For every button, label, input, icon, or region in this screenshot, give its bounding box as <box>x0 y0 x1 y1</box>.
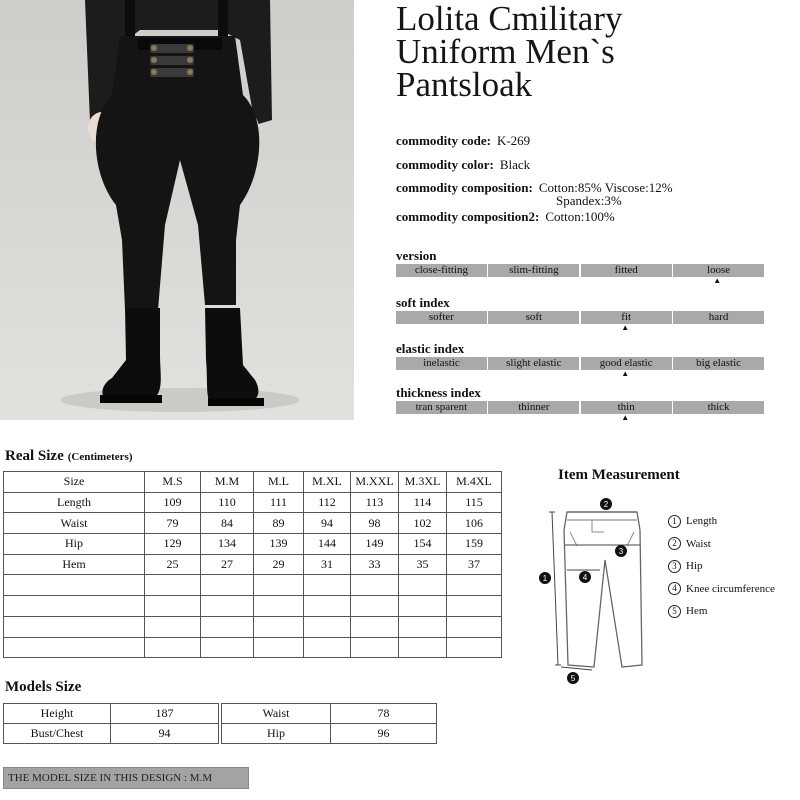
table-cell: 114 <box>399 492 447 513</box>
spec-value: Cotton:100% <box>545 209 615 224</box>
table-cell: 149 <box>351 534 399 555</box>
table-cell: Hip <box>4 534 145 555</box>
table-row <box>222 724 437 744</box>
spec-label: commodity composition2: <box>396 209 540 224</box>
table-cell: 29 <box>254 554 304 575</box>
table-cell <box>399 596 447 617</box>
spec-value: Spandex:3% <box>556 193 622 208</box>
table-header-row <box>4 472 502 493</box>
index-marker-row <box>396 277 764 285</box>
marker-slot <box>396 324 487 332</box>
svg-text:2: 2 <box>603 500 609 509</box>
table-cell <box>304 616 351 637</box>
index-bar <box>396 311 764 324</box>
table-cell <box>201 596 254 617</box>
spec-value: Black <box>499 157 531 172</box>
index-option: fit <box>581 311 672 324</box>
table-cell: 134 <box>201 534 254 555</box>
real-size-heading: Real Size <box>5 448 64 464</box>
selected-marker-icon: ▲ <box>621 413 630 422</box>
table-row <box>4 534 502 555</box>
table-cell: Bust/Chest <box>4 724 111 744</box>
table-cell <box>351 616 399 637</box>
index-option: inelastic <box>396 357 487 370</box>
table-cell <box>201 575 254 596</box>
table-cell: 27 <box>201 554 254 575</box>
table-cell: 96 <box>331 724 437 744</box>
legend-item <box>668 578 775 601</box>
legend-label: Hem <box>686 605 708 618</box>
spec-composition2 <box>396 209 615 224</box>
size-table <box>3 471 502 658</box>
legend-label: Hip <box>686 560 703 573</box>
table-cell <box>254 596 304 617</box>
table-cell: 159 <box>447 534 502 555</box>
selected-marker-icon: ▲ <box>621 323 630 332</box>
index-option: thick <box>673 401 764 414</box>
table-cell <box>4 596 145 617</box>
table-cell <box>447 637 502 658</box>
product-title <box>396 0 796 104</box>
marker-slot <box>396 414 487 422</box>
table-row <box>4 575 502 596</box>
legend-item <box>668 533 775 556</box>
index-option: big elastic <box>673 357 764 370</box>
index-title: soft index <box>396 295 450 310</box>
index-soft <box>396 296 764 332</box>
index-option: thinner <box>488 401 579 414</box>
index-option: close-fitting <box>396 264 487 277</box>
marker-slot <box>488 414 579 422</box>
table-cell: 113 <box>351 492 399 513</box>
size-table-body <box>4 472 502 658</box>
index-thickness <box>396 386 764 422</box>
spec-label: commodity color: <box>396 157 494 172</box>
models-table-right <box>221 703 437 744</box>
table-cell <box>145 575 201 596</box>
index-title: elastic index <box>396 341 465 356</box>
table-header-cell: M.XXL <box>351 472 399 493</box>
table-cell: Hip <box>222 724 331 744</box>
table-cell <box>145 616 201 637</box>
table-header-cell: M.4XL <box>447 472 502 493</box>
svg-text:3: 3 <box>618 547 624 556</box>
marker-slot <box>488 370 579 378</box>
table-row <box>4 704 219 724</box>
table-cell <box>399 616 447 637</box>
table-cell <box>145 637 201 658</box>
index-option: softer <box>396 311 487 324</box>
index-bar <box>396 401 764 414</box>
product-photo <box>0 0 354 420</box>
index-option: slight elastic <box>488 357 579 370</box>
legend-item <box>668 555 775 578</box>
table-cell: 94 <box>111 724 219 744</box>
table-row <box>4 492 502 513</box>
legend-number: 1 <box>668 515 681 528</box>
table-row <box>4 596 502 617</box>
table-cell: 25 <box>145 554 201 575</box>
model-size-note: THE MODEL SIZE IN THIS DESIGN : M.M <box>3 767 249 789</box>
legend-number: 5 <box>668 605 681 618</box>
table-cell <box>4 616 145 637</box>
table-row <box>4 724 219 744</box>
marker-slot <box>580 277 671 285</box>
item-measurement-title: Item Measurement <box>558 467 680 483</box>
table-row <box>4 637 502 658</box>
table-cell <box>304 637 351 658</box>
table-cell: 109 <box>145 492 201 513</box>
table-cell: 94 <box>304 513 351 534</box>
index-option: hard <box>673 311 764 324</box>
table-cell <box>4 575 145 596</box>
spec-label: commodity composition: <box>396 180 533 195</box>
legend-number: 4 <box>668 582 681 595</box>
table-cell: 79 <box>145 513 201 534</box>
table-cell: Waist <box>4 513 145 534</box>
table-cell: 154 <box>399 534 447 555</box>
models-size-title: Models Size <box>5 679 82 695</box>
table-cell: 110 <box>201 492 254 513</box>
spec-label: commodity code: <box>396 133 491 148</box>
index-bar <box>396 357 764 370</box>
table-cell: Waist <box>222 704 331 724</box>
table-cell: 102 <box>399 513 447 534</box>
table-cell <box>351 637 399 658</box>
svg-text:5: 5 <box>570 674 576 683</box>
spec-code <box>396 133 530 148</box>
table-cell: 106 <box>447 513 502 534</box>
table-header-cell: M.L <box>254 472 304 493</box>
legend-label: Waist <box>686 537 711 550</box>
table-cell: Hem <box>4 554 145 575</box>
table-cell: 78 <box>331 704 437 724</box>
spec-value: K-269 <box>496 133 531 148</box>
measurement-legend <box>668 510 775 623</box>
spec-composition <box>396 181 673 207</box>
title-line: Uniform Men`s <box>396 32 615 71</box>
title-line: Pantsloak <box>396 65 533 104</box>
table-cell <box>145 596 201 617</box>
svg-text:1: 1 <box>542 574 548 583</box>
table-cell <box>201 616 254 637</box>
table-cell: 33 <box>351 554 399 575</box>
table-cell: 112 <box>304 492 351 513</box>
legend-label: Length <box>686 515 718 528</box>
index-option: slim-fitting <box>488 264 579 277</box>
legend-label: Knee circumference <box>686 582 775 595</box>
table-cell <box>351 575 399 596</box>
table-header-cell: M.M <box>201 472 254 493</box>
table-header-cell: M.3XL <box>399 472 447 493</box>
table-cell: 37 <box>447 554 502 575</box>
index-title: thickness index <box>396 385 481 400</box>
table-cell <box>254 616 304 637</box>
index-option: good elastic <box>581 357 672 370</box>
table-cell <box>447 616 502 637</box>
index-option: tran sparent <box>396 401 487 414</box>
table-cell: 35 <box>399 554 447 575</box>
table-cell <box>399 575 447 596</box>
marker-slot <box>672 414 763 422</box>
table-header-cell: M.S <box>145 472 201 493</box>
table-cell: Height <box>4 704 111 724</box>
table-cell: 111 <box>254 492 304 513</box>
index-option: loose <box>673 264 764 277</box>
spec-color <box>396 157 530 172</box>
table-row <box>222 704 437 724</box>
selected-marker-icon: ▲ <box>713 276 722 285</box>
real-size-title <box>5 448 132 465</box>
index-marker-row <box>396 370 764 378</box>
index-bar <box>396 264 764 277</box>
index-option: thin <box>581 401 672 414</box>
marker-slot <box>396 277 487 285</box>
table-cell: 89 <box>254 513 304 534</box>
table-cell <box>304 596 351 617</box>
models-table-left <box>3 703 219 744</box>
marker-slot <box>672 370 763 378</box>
legend-item <box>668 600 775 623</box>
table-header-cell: M.XL <box>304 472 351 493</box>
table-cell: 115 <box>447 492 502 513</box>
table-cell <box>304 575 351 596</box>
table-cell <box>447 575 502 596</box>
index-option: fitted <box>581 264 672 277</box>
legend-number: 3 <box>668 560 681 573</box>
table-row <box>4 616 502 637</box>
index-marker-row <box>396 324 764 332</box>
marker-slot <box>488 324 579 332</box>
table-row <box>4 554 502 575</box>
title-line: Lolita Cmilitary <box>396 0 623 38</box>
real-size-unit: (Centimeters) <box>67 451 133 463</box>
table-cell <box>4 637 145 658</box>
table-cell <box>254 575 304 596</box>
table-cell: 98 <box>351 513 399 534</box>
spec-value: Cotton:85% Viscose:12% <box>538 180 673 195</box>
table-cell: 139 <box>254 534 304 555</box>
table-cell: 31 <box>304 554 351 575</box>
marker-slot <box>396 370 487 378</box>
table-cell: 84 <box>201 513 254 534</box>
table-cell <box>447 596 502 617</box>
marker-slot <box>488 277 579 285</box>
index-version <box>396 249 764 285</box>
table-row <box>4 513 502 534</box>
table-cell: Length <box>4 492 145 513</box>
table-cell <box>254 637 304 658</box>
index-elastic <box>396 342 764 378</box>
svg-text:4: 4 <box>582 573 588 582</box>
pants-diagram <box>530 490 660 685</box>
table-cell <box>201 637 254 658</box>
table-cell: 129 <box>145 534 201 555</box>
marker-slot <box>672 324 763 332</box>
legend-item <box>668 510 775 533</box>
index-title: version <box>396 248 437 263</box>
index-marker-row <box>396 414 764 422</box>
table-cell <box>351 596 399 617</box>
legend-number: 2 <box>668 537 681 550</box>
index-option: soft <box>488 311 579 324</box>
table-cell <box>399 637 447 658</box>
table-header-cell: Size <box>4 472 145 493</box>
selected-marker-icon: ▲ <box>621 369 630 378</box>
table-cell: 187 <box>111 704 219 724</box>
table-cell: 144 <box>304 534 351 555</box>
